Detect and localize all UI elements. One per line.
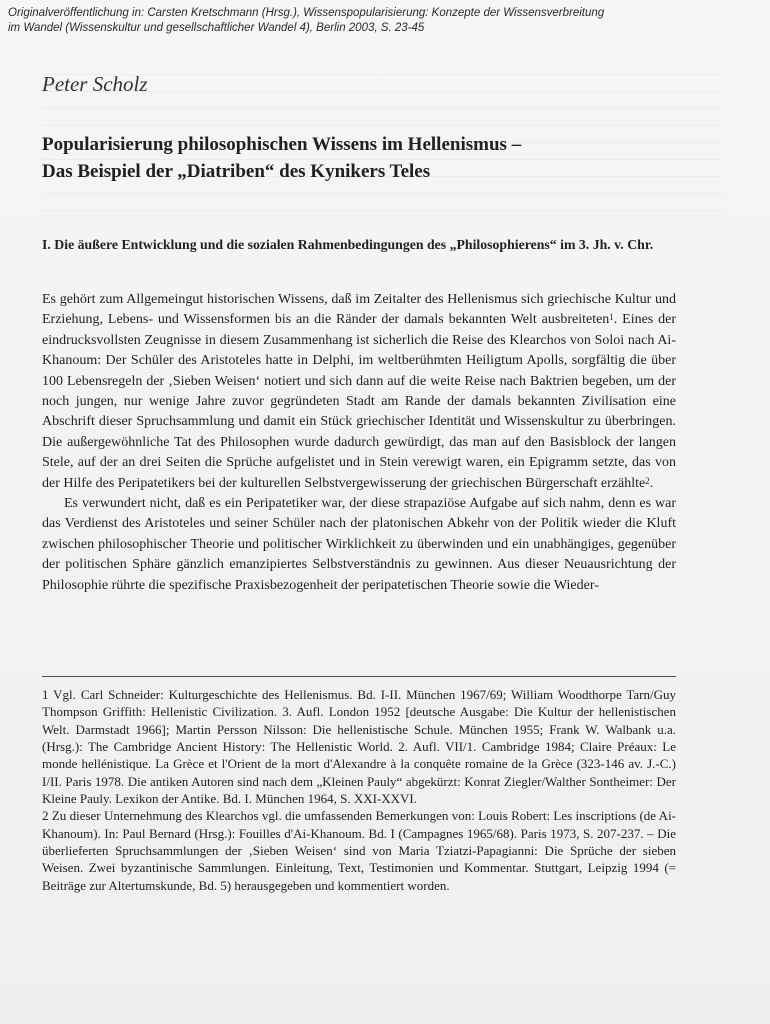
publication-header-line-1: Originalveröffentlichung in: Carsten Kretschmann (Hrsg.), Wissenspopularisierung: Konzepte der Wissensverbreitung: [8, 7, 605, 19]
article-title-line-2: Das Beispiel der „Diatriben“ des Kynikers Teles: [42, 161, 431, 182]
footnote-separator: [42, 676, 676, 677]
footnote-2: [42, 807, 676, 894]
footnotes-section: [42, 686, 676, 894]
article-title: [42, 131, 692, 185]
footnote-2-number: 2: [42, 808, 49, 824]
body-paragraph-2: Es verwundert nicht, daß es ein Peripatetiker war, der diese strapaziöse Aufgabe auf sich nahm, denn es war das Verdienst des Aristoteles und seiner Schüler nach der platonischen Abkehr von der Politik wieder die Kluft zwischen philosophischer Theorie und politischer Wirklichkeit zu überwinden und ein unabhängiges, gegenüber der politischen Sphäre gänzlich emanzipiertes Selbstverständnis zu gewinnen. Aus dieser Neuausrichtung der Philosophie rührte die spezifische Praxisbezogenheit der peripatetischen Theorie sowie die Wieder-: [42, 496, 676, 593]
footnote-1-number: 1: [42, 687, 49, 702]
section-heading: I. Die äußere Entwicklung und die sozialen Rahmenbedingungen des „Philosophierens“ im 3. Jh. v. Chr.: [42, 237, 654, 252]
footnote-1-text: Vgl. Carl Schneider: Kulturgeschichte des Hellenismus. Bd. I-II. München 1967/69; William Woodthorpe Tarn/Guy Thompson Griffith: Hellenistic Civilization. 3. Aufl. London 1952 [deutsche Ausgabe: Die Kultur der hellenistischen Welt. Darmstadt 1966]; Martin Persson Nilsson: Die hellenistische Schule. München 1955; Frank W. Walbank u.a. (Hrsg.): The Cambridge Ancient History: The Hellenistic World. 2. Aufl. VII/1. Cambridge 1984; Claire Préaux: Le monde hellénistique. La Grèce et l'Orient de la mort d'Alexandre à la conquête romaine de la Grèce (323-146 av. J.-C.) I/II. Paris 1978. Die antiken Autoren sind nach dem „Kleinen Pauly“ abgekürzt: Konrat Ziegler/Walther Sontheimer: Der Kleine Pauly. Lexikon der Antike. Bd. I. München 1964, S. XXI-XXVI.: [42, 687, 677, 807]
paragraph-1-text-before-footnote-1: Es gehört zum Allgemeingut historischen Wissens, daß im Zeitalter des Hellenismus sich griechische Kultur und Erziehung, Lebens- und Wissensformen bis an die Ränder der damals bekannten Welt ausbreiteten: [42, 292, 676, 328]
footnote-marker-2: 2: [645, 475, 650, 486]
paragraph-1-ending: .: [649, 475, 654, 491]
footnote-marker-1: 1: [609, 312, 614, 323]
publication-header-line-2: im Wandel (Wissenskultur und gesellschaftlicher Wandel 4), Berlin 2003, S. 23-45: [8, 22, 425, 34]
paragraph-1-text-after-footnote-1: . Eines der eindrucksvollsten Zeugnisse in diesem Zusammenhang ist sicherlich die Reise des Klearchos von Soloi nach Ai-Khanoum: Der Schüler des Aristoteles hatte in Delphi, im weltberühmten Heiligtum Apolls, sorgfältig die über 100 Lebensregeln der ‚Sieben Weisen‘ notiert und sich dann auf die weite Reise nach Baktrien begeben, um der noch jungen, nur wenige Jahre zuvor gegründeten Stadt am Rande der damals bekannten Zivilisation eine Abschrift dieser Spruchsammlung und damit ein Stück griechischer Identität und Wissenskultur zu überbringen. Die außergewöhnliche Tat des Philosophen wurde dadurch gewürdigt, das man auf den Basisblock der langen Stele, auf der an drei Seiten die Sprüche aufgelistet und in Stein verewigt waren, ein Epigramm setzte, das von der Hilfe des Peripatetikers bei der kulturellen Selbstvergewisserung der griechischen Bürgerschaft erzählte: [42, 312, 676, 491]
article-title-line-1: Popularisierung philosophischen Wissens im Hellenismus –: [42, 134, 522, 155]
author-name: Peter Scholz: [42, 72, 148, 96]
body-paragraph-1: [42, 290, 676, 494]
footnote-2-text: Zu dieser Unternehmung des Klearchos vgl. die umfassenden Bemerkungen von: Louis Robert: Les inscriptions (de Ai-Khanoum). In: Paul Bernard (Hrsg.): Fouilles d'Ai-Khanoum. Bd. I (Campagnes 1965/68). Paris 1973, S. 207-237. – Die überlieferten Spruchsammlungen der ‚Sieben Weisen‘ sind von Maria Tziatzi-Papagianni: Die Sprüche der sieben Weisen. Zwei byzantinische Sammlungen. Einleitung, Text, Testimonien und Kommentar. Stuttgart, Leipzig 1994 (= Beiträge zur Altertumskunde, Bd. 5) herausgegeben und kommentiert worden.: [42, 808, 677, 893]
publication-header: [8, 6, 762, 36]
main-body-text: [42, 290, 676, 596]
footnote-1: [42, 686, 676, 807]
